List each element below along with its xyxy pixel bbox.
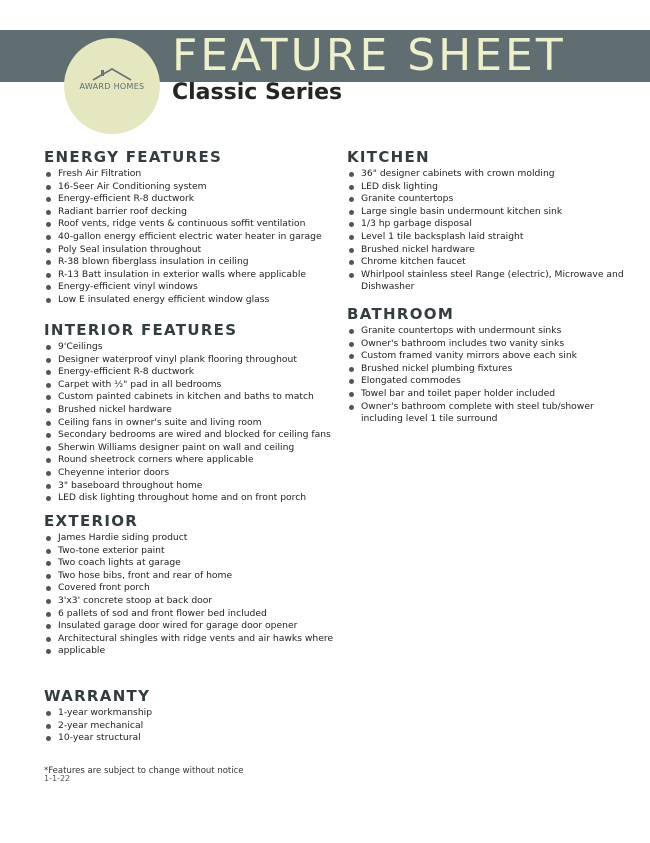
footnote: *Features are subject to change without notice	[44, 766, 244, 776]
page-title: FEATURE SHEET	[172, 30, 566, 81]
kitchen-features-list	[347, 168, 633, 294]
list-item: 40-gallon energy efficient electric water heater in garage	[44, 231, 322, 244]
list-item: Brushed nickel plumbing fixtures	[347, 363, 633, 376]
list-item: Granite countertops with undermount sinks	[347, 325, 633, 338]
revision-date: 1-1-22	[44, 774, 71, 783]
section-interior-features	[44, 321, 331, 505]
section-exterior	[44, 512, 333, 658]
list-item: Custom framed vanity mirrors above each sink	[347, 350, 633, 363]
list-item: Sherwin Williams designer paint on wall and ceiling	[44, 442, 331, 455]
section-title: ENERGY FEATURES	[44, 148, 223, 166]
list-item: 3'x3' concrete stoop at back door	[44, 595, 333, 608]
list-item: Granite countertops	[347, 193, 633, 206]
page-subtitle: Classic Series	[172, 80, 343, 105]
list-item: Architectural shingles with ridge vents and air hawks where	[44, 633, 333, 646]
list-item: Owner's bathroom complete with steel tub/shower including level 1 tile surround	[347, 401, 633, 426]
list-item: Radiant barrier roof decking	[44, 206, 322, 219]
list-item: Two coach lights at garage	[44, 557, 333, 570]
list-item: Two-tone exterior paint	[44, 545, 333, 558]
section-warranty	[44, 687, 152, 745]
list-item: Energy-efficient R-8 ductwork	[44, 366, 331, 379]
section-energy-features	[44, 148, 322, 307]
list-item: Towel bar and toilet paper holder included	[347, 388, 633, 401]
list-item: LED disk lighting	[347, 181, 633, 194]
list-item: Large single basin undermount kitchen sink	[347, 206, 633, 219]
list-item: Ceiling fans in owner's suite and living room	[44, 417, 331, 430]
list-item: James Hardie siding product	[44, 532, 333, 545]
list-item: Low E insulated energy efficient window glass	[44, 294, 322, 307]
list-item: 36" designer cabinets with crown molding	[347, 168, 633, 181]
list-item: 2-year mechanical	[44, 720, 152, 733]
section-title: WARRANTY	[44, 687, 151, 705]
list-item: 16-Seer Air Conditioning system	[44, 181, 322, 194]
section-title: INTERIOR FEATURES	[44, 321, 238, 339]
list-item: Fresh Air Filtration	[44, 168, 322, 181]
list-item: Covered front porch	[44, 582, 333, 595]
list-item: Roof vents, ridge vents & continuous soffit ventilation	[44, 218, 322, 231]
list-item: Owner's bathroom includes two vanity sinks	[347, 338, 633, 351]
list-item: R-38 blown fiberglass insulation in ceiling	[44, 256, 322, 269]
list-item: applicable	[44, 645, 333, 658]
section-kitchen	[347, 148, 633, 294]
section-title: EXTERIOR	[44, 512, 139, 530]
list-item: Insulated garage door wired for garage door opener	[44, 620, 333, 633]
list-item: LED disk lighting throughout home and on front porch	[44, 492, 331, 505]
list-item: Custom painted cabinets in kitchen and baths to match	[44, 391, 331, 404]
list-item: Brushed nickel hardware	[347, 244, 633, 257]
list-item: Level 1 tile backsplash laid straight	[347, 231, 633, 244]
interior-features-list	[44, 341, 331, 505]
list-item: 6 pallets of sod and front flower bed included	[44, 608, 333, 621]
list-item: Chrome kitchen faucet	[347, 256, 633, 269]
list-item: Cheyenne interior doors	[44, 467, 331, 480]
warranty-list	[44, 707, 152, 745]
list-item: Whirlpool stainless steel Range (electric), Microwave and Dishwasher	[347, 269, 633, 294]
logo-text: AWARD HOMES	[79, 82, 145, 91]
list-item: Energy-efficient vinyl windows	[44, 281, 322, 294]
list-item: Secondary bedrooms are wired and blocked for ceiling fans	[44, 429, 331, 442]
energy-features-list	[44, 168, 322, 307]
section-title: KITCHEN	[347, 148, 430, 166]
list-item: Round sheetrock corners where applicable	[44, 454, 331, 467]
list-item: Energy-efficient R-8 ductwork	[44, 193, 322, 206]
list-item: 1-year workmanship	[44, 707, 152, 720]
list-item: R-13 Batt insulation in exterior walls where applicable	[44, 269, 322, 282]
exterior-features-list	[44, 532, 333, 658]
bathroom-features-list	[347, 325, 633, 426]
list-item: Carpet with ½" pad in all bedrooms	[44, 379, 331, 392]
list-item: 9'Ceilings	[44, 341, 331, 354]
list-item: 10-year structural	[44, 732, 152, 745]
company-logo	[64, 38, 160, 134]
list-item: Elongated commodes	[347, 375, 633, 388]
list-item: 3" baseboard throughout home	[44, 480, 331, 493]
list-item: Poly Seal insulation throughout	[44, 244, 322, 257]
section-title: BATHROOM	[347, 305, 455, 323]
house-roof-icon	[91, 66, 133, 82]
list-item: Designer waterproof vinyl plank flooring throughout	[44, 354, 331, 367]
list-item: Brushed nickel hardware	[44, 404, 331, 417]
section-bathroom	[347, 305, 633, 426]
list-item: Two hose bibs, front and rear of home	[44, 570, 333, 583]
list-item: 1/3 hp garbage disposal	[347, 218, 633, 231]
